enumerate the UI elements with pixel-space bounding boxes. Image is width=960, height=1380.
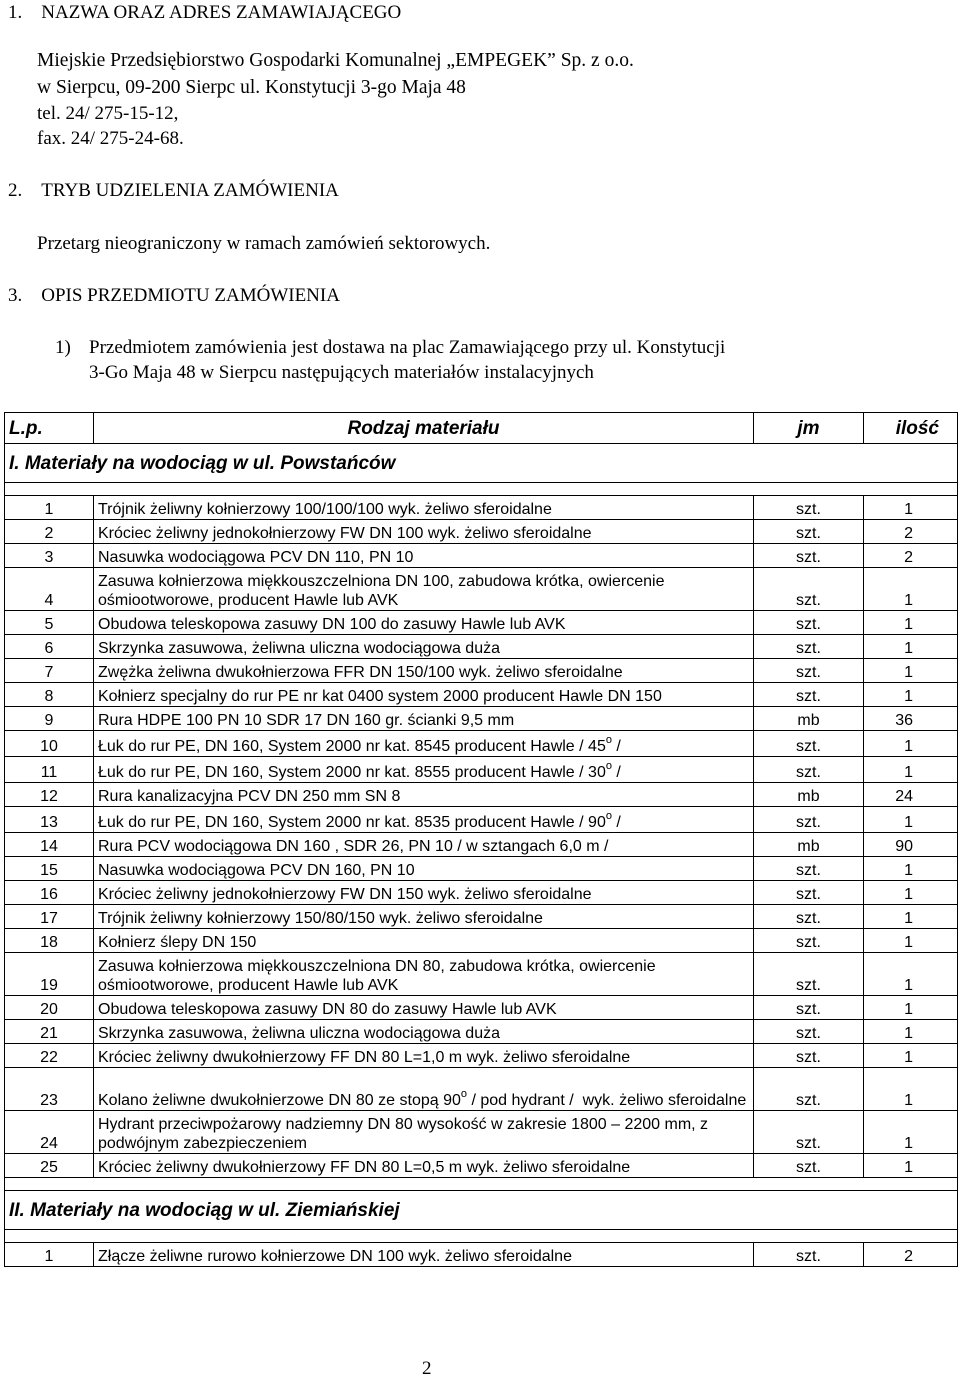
row-material-text: Skrzynka zasuwowa, żeliwna uliczna wodociągowa duża [98, 1025, 500, 1042]
row-lp: 6 [5, 635, 94, 659]
row-material-text: Złącze żeliwne rurowo kołnierzowe DN 100 wyk. żeliwo sferoidalne [98, 1248, 572, 1265]
row-quantity: 36 [864, 707, 958, 731]
row-material [94, 731, 754, 757]
row-unit: szt. [754, 905, 864, 929]
row-material [94, 833, 754, 857]
row-material [94, 544, 754, 568]
section-1-number: 1. [8, 2, 23, 23]
row-material [94, 496, 754, 520]
row-material-text: Hydrant przeciwpożarowy nadziemny DN 80 wysokość w zakresie 1800 – 2200 mm, z podwójnym zabezpieczeniem [98, 1116, 709, 1152]
row-material-text: Nasuwka wodociągowa PCV DN 160, PN 10 [98, 862, 415, 879]
row-lp: 1 [5, 496, 94, 520]
row-material-text: Króciec żeliwny dwukołnierzowy FF DN 80 L=0,5 m wyk. żeliwo sferoidalne [98, 1159, 631, 1176]
row-quantity: 1 [864, 611, 958, 635]
row-lp: 3 [5, 544, 94, 568]
degree-superscript: o [460, 1088, 467, 1100]
row-lp: 9 [5, 707, 94, 731]
row-lp: 1 [5, 1243, 94, 1267]
section-2-heading [8, 180, 339, 202]
table-row [5, 757, 958, 783]
row-material-text: Łuk do rur PE, DN 160, System 2000 nr kat. 8545 producent Hawle / 45 [98, 738, 606, 755]
row-quantity: 1 [864, 1044, 958, 1068]
degree-superscript: o [605, 760, 612, 772]
section-3-heading [8, 285, 340, 307]
row-unit: szt. [754, 683, 864, 707]
table-row [5, 1044, 958, 1068]
row-material-text: Zasuwa kołnierzowa miękkouszczelniona DN 80, zabudowa krótka, owiercenie ośmiootworowe, producent Hawle lub AVK [98, 958, 656, 994]
table-row [5, 807, 958, 833]
row-lp: 12 [5, 783, 94, 807]
row-lp: 14 [5, 833, 94, 857]
header-qty: ilość [864, 413, 958, 444]
row-quantity: 2 [864, 520, 958, 544]
row-material [94, 707, 754, 731]
row-material-text: Zwężka żeliwna dwukołnierzowa FFR DN 150/100 wyk. żeliwo sferoidalne [98, 664, 623, 681]
degree-superscript: o [605, 810, 612, 822]
address-line: Miejskie Przedsiębiorstwo Gospodarki Komunalnej „EMPEGEK” Sp. z o.o. [37, 50, 634, 71]
section-3-item-line: Przedmiotem zamówienia jest dostawa na plac Zamawiającego przy ul. Konstytucji [89, 337, 726, 358]
row-lp: 24 [5, 1111, 94, 1154]
table-row [5, 833, 958, 857]
row-quantity: 1 [864, 731, 958, 757]
row-quantity: 1 [864, 1068, 958, 1111]
table-row [5, 953, 958, 996]
page-number: 2 [422, 1358, 432, 1379]
row-lp: 4 [5, 568, 94, 611]
materials-table [4, 412, 958, 1267]
address-line: fax. 24/ 275-24-68. [37, 128, 184, 149]
row-material [94, 807, 754, 833]
table-row [5, 520, 958, 544]
row-material [94, 1111, 754, 1154]
row-unit: szt. [754, 881, 864, 905]
section-3-item-line: 3-Go Maja 48 w Sierpcu następujących materiałów instalacyjnych [89, 362, 594, 383]
table-row [5, 659, 958, 683]
section-2-text: Przetarg nieograniczony w ramach zamówień sektorowych. [37, 233, 491, 254]
row-quantity: 24 [864, 783, 958, 807]
row-quantity: 1 [864, 905, 958, 929]
row-quantity: 1 [864, 496, 958, 520]
row-material [94, 757, 754, 783]
section-title: I. Materiały na wodociąg w ul. Powstańców [5, 444, 958, 483]
table-spacer-row [5, 1230, 958, 1243]
row-quantity: 2 [864, 1243, 958, 1267]
row-quantity: 1 [864, 1111, 958, 1154]
row-quantity: 2 [864, 544, 958, 568]
row-unit: szt. [754, 807, 864, 833]
table-section-row [5, 1191, 958, 1230]
row-lp: 25 [5, 1154, 94, 1178]
row-material-text: Łuk do rur PE, DN 160, System 2000 nr kat. 8555 producent Hawle / 30 [98, 764, 606, 781]
row-quantity: 1 [864, 881, 958, 905]
table-row [5, 635, 958, 659]
row-unit: szt. [754, 757, 864, 783]
row-material-text: Rura PCV wodociągowa DN 160 , SDR 26, PN 10 / w sztangach 6,0 m / [98, 838, 609, 855]
row-material [94, 953, 754, 996]
row-lp: 23 [5, 1068, 94, 1111]
section-title: II. Materiały na wodociąg w ul. Ziemiańskiej [5, 1191, 958, 1230]
row-material [94, 520, 754, 544]
row-material [94, 659, 754, 683]
row-quantity: 1 [864, 929, 958, 953]
table-spacer-row [5, 483, 958, 496]
header-jm: jm [754, 413, 864, 444]
row-quantity: 1 [864, 635, 958, 659]
table-row [5, 857, 958, 881]
row-lp: 22 [5, 1044, 94, 1068]
row-unit: szt. [754, 1243, 864, 1267]
row-unit: szt. [754, 953, 864, 996]
table-row [5, 905, 958, 929]
table-header-row [5, 413, 958, 444]
row-unit: szt. [754, 929, 864, 953]
row-material [94, 635, 754, 659]
section-2-number: 2. [8, 180, 23, 201]
row-quantity: 1 [864, 683, 958, 707]
row-quantity: 1 [864, 953, 958, 996]
row-material-text: Łuk do rur PE, DN 160, System 2000 nr kat. 8535 producent Hawle / 90 [98, 814, 606, 831]
row-material-tail: / [611, 764, 621, 781]
row-lp: 2 [5, 520, 94, 544]
row-lp: 7 [5, 659, 94, 683]
row-unit: szt. [754, 520, 864, 544]
row-material-text: Króciec żeliwny dwukołnierzowy FF DN 80 L=1,0 m wyk. żeliwo sferoidalne [98, 1049, 631, 1066]
row-quantity: 90 [864, 833, 958, 857]
section-3-title: OPIS PRZEDMIOTU ZAMÓWIENIA [41, 285, 340, 306]
row-unit: szt. [754, 731, 864, 757]
row-material [94, 568, 754, 611]
row-material-text: Trójnik żeliwny kołnierzowy 150/80/150 wyk. żeliwo sferoidalne [98, 910, 543, 927]
row-unit: szt. [754, 1154, 864, 1178]
table-spacer-row [5, 1178, 958, 1191]
row-material-text: Kołnierz ślepy DN 150 [98, 934, 257, 951]
row-lp: 8 [5, 683, 94, 707]
row-material-tail: / [611, 738, 621, 755]
table-row [5, 544, 958, 568]
row-quantity: 1 [864, 1020, 958, 1044]
row-unit: szt. [754, 659, 864, 683]
address-line: tel. 24/ 275-15-12, [37, 103, 179, 124]
row-material [94, 683, 754, 707]
row-quantity: 1 [864, 807, 958, 833]
row-quantity: 1 [864, 568, 958, 611]
table-row [5, 1111, 958, 1154]
row-material-text: Obudowa teleskopowa zasuwy DN 100 do zasuwy Hawle lub AVK [98, 616, 566, 633]
row-material-text: Króciec żeliwny jednokołnierzowy FW DN 150 wyk. żeliwo sferoidalne [98, 886, 592, 903]
table-row [5, 496, 958, 520]
row-material-tail: / pod hydrant / wyk. żeliwo sferoidalne [467, 1092, 747, 1109]
row-lp: 18 [5, 929, 94, 953]
row-lp: 21 [5, 1020, 94, 1044]
row-material-tail: / [611, 814, 621, 831]
row-lp: 13 [5, 807, 94, 833]
row-unit: szt. [754, 635, 864, 659]
section-3-item-number: 1) [55, 337, 71, 358]
row-unit: szt. [754, 611, 864, 635]
row-material-text: Króciec żeliwny jednokołnierzowy FW DN 100 wyk. żeliwo sferoidalne [98, 525, 592, 542]
row-material [94, 1154, 754, 1178]
row-material [94, 1243, 754, 1267]
row-unit: szt. [754, 496, 864, 520]
row-unit: szt. [754, 1068, 864, 1111]
row-lp: 17 [5, 905, 94, 929]
row-material [94, 1020, 754, 1044]
row-material-text: Zasuwa kołnierzowa miękkouszczelniona DN 100, zabudowa krótka, owiercenie ośmiootworowe, producent Hawle lub AVK [98, 573, 665, 609]
row-material-text: Rura HDPE 100 PN 10 SDR 17 DN 160 gr. ścianki 9,5 mm [98, 712, 515, 729]
table-row [5, 1154, 958, 1178]
row-unit: mb [754, 783, 864, 807]
row-quantity: 1 [864, 857, 958, 881]
row-unit: szt. [754, 1044, 864, 1068]
spacer-cell [5, 483, 958, 496]
address-line: w Sierpcu, 09-200 Sierpc ul. Konstytucji 3-go Maja 48 [37, 77, 466, 98]
row-material [94, 611, 754, 635]
row-material-text: Kolano żeliwne dwukołnierzowe DN 80 ze stopą 90 [98, 1092, 461, 1109]
row-lp: 5 [5, 611, 94, 635]
section-3-number: 3. [8, 285, 23, 306]
row-material-text: Obudowa teleskopowa zasuwy DN 80 do zasuwy Hawle lub AVK [98, 1001, 557, 1018]
row-lp: 11 [5, 757, 94, 783]
row-material [94, 905, 754, 929]
table-row [5, 1020, 958, 1044]
row-unit: szt. [754, 1020, 864, 1044]
section-1-heading [8, 2, 401, 24]
row-material-text: Rura kanalizacyjna PCV DN 250 mm SN 8 [98, 788, 401, 805]
row-quantity: 1 [864, 659, 958, 683]
row-lp: 15 [5, 857, 94, 881]
section-2-title: TRYB UDZIELENIA ZAMÓWIENIA [41, 180, 339, 201]
row-material [94, 857, 754, 881]
row-material [94, 1044, 754, 1068]
row-lp: 19 [5, 953, 94, 996]
spacer-cell [5, 1230, 958, 1243]
table-row [5, 783, 958, 807]
row-material [94, 881, 754, 905]
table-row [5, 683, 958, 707]
table-row [5, 568, 958, 611]
row-material [94, 996, 754, 1020]
table-section-row [5, 444, 958, 483]
table-row [5, 881, 958, 905]
header-lp: L.p. [5, 413, 94, 444]
row-material-text: Trójnik żeliwny kołnierzowy 100/100/100 wyk. żeliwo sferoidalne [98, 501, 552, 518]
table-row [5, 611, 958, 635]
table-row [5, 707, 958, 731]
section-1-title: NAZWA ORAZ ADRES ZAMAWIAJĄCEGO [41, 2, 402, 23]
table-row [5, 996, 958, 1020]
row-lp: 16 [5, 881, 94, 905]
row-unit: szt. [754, 996, 864, 1020]
row-quantity: 1 [864, 996, 958, 1020]
header-material: Rodzaj materiału [94, 413, 754, 444]
table-row [5, 929, 958, 953]
row-material [94, 929, 754, 953]
row-material [94, 1068, 754, 1111]
row-quantity: 1 [864, 1154, 958, 1178]
row-lp: 20 [5, 996, 94, 1020]
row-unit: szt. [754, 544, 864, 568]
row-unit: szt. [754, 857, 864, 881]
row-material-text: Skrzynka zasuwowa, żeliwna uliczna wodociągowa duża [98, 640, 500, 657]
degree-superscript: o [605, 734, 612, 746]
table-row [5, 731, 958, 757]
table-row [5, 1068, 958, 1111]
row-quantity: 1 [864, 757, 958, 783]
row-unit: mb [754, 833, 864, 857]
spacer-cell [5, 1178, 958, 1191]
table-row [5, 1243, 958, 1267]
row-unit: mb [754, 707, 864, 731]
row-material-text: Kołnierz specjalny do rur PE nr kat 0400 system 2000 producent Hawle DN 150 [98, 688, 662, 705]
row-lp: 10 [5, 731, 94, 757]
row-unit: szt. [754, 568, 864, 611]
row-unit: szt. [754, 1111, 864, 1154]
row-material-text: Nasuwka wodociągowa PCV DN 110, PN 10 [98, 549, 414, 566]
row-material [94, 783, 754, 807]
